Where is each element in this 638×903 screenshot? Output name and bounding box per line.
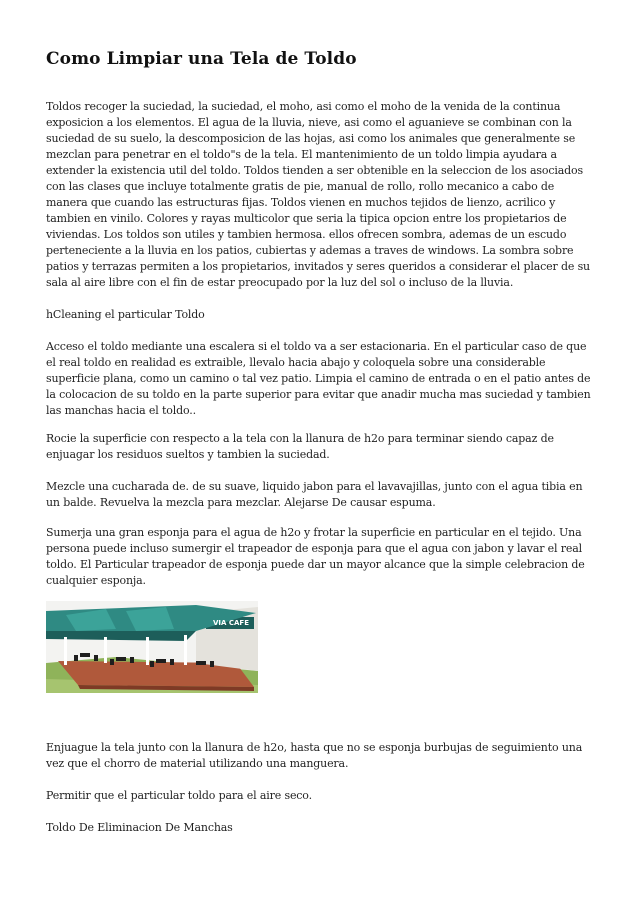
section-heading-cleaning: hCleaning el particular Toldo: [46, 308, 205, 321]
paragraph-mix-soap: Mezcle una cucharada de. de su suave, liquido jabon para el lavavajillas, junto con el agua tibia en un balde. Revuelva la mezcla para mezclar. Alejarse De causar espuma.: [46, 480, 583, 509]
paragraph-intro: Toldos recoger la suciedad, la suciedad, el moho, asi como el moho de la venida de la continua exposicion a los elementos. El agua de la lluvia, nieve, asi como el aguanieve se combinan con la suciedad de su suelo, la descomposicion de las hojas, asi como los animales que generalmente se mezclan para penetrar en el toldo"s de la tela. El mantenimiento de un toldo limpia ayudara a extender la existencia util del toldo. Toldos tienden a ser obtenible en la seleccion de los asociados con las clases que incluye totalmente gratis de pie, manual de rollo, rollo mecanico a cabo de manera que cuando las estructuras fijas. Toldos vienen en muchos tejidos de lienzo, acrilico y tambien en vinilo. Colores y rayas multicolor que seria la tipica opcion entre los propietarios de viviendas. Los toldos son utiles y tambien hermosa. ellos ofrecen sombra, ademas de un escudo perteneciente a la lluvia en los patios, cubiertas y ademas a traves de windows. La sombra sobre patios y terrazas permiten a los propietarios, invitados y seres queridos a considerar el placer de su sala al aire libre con el fin de estar preocupado por la luz del sol o incluso de la lluvia.: [46, 100, 590, 289]
paragraph-rinse-hose: Enjuague la tela junto con la llanura de h2o, hasta que no se esponja burbujas de seguimiento una vez que el chorro de material utilizando una manguera.: [46, 741, 583, 770]
cafe-sign-text: VIA CAFE: [213, 619, 249, 627]
paragraph-rinse-surface: Rocie la superficie con respecto a la tela con la llanura de h2o para terminar siendo capaz de enjuagar los residuos sueltos y tambien la suciedad.: [46, 432, 554, 461]
section-heading-stain-removal: Toldo De Eliminacion De Manchas: [46, 821, 233, 834]
paragraph-sponge: Sumerja una gran esponja para el agua de h2o y frotar la superficie en particular en el tejido. Una persona puede incluso sumergir el trapeador de esponja para que el agua con jabon y lavar el real toldo. El Particular trapeador de esponja puede dar un mayor alcance que la simple celebracion de cualquier esponja.: [46, 526, 585, 587]
paragraph-access: Acceso el toldo mediante una escalera si el toldo va a ser estacionaria. En el particular caso de que el real toldo en realidad es extraible, llevalo hacia abajo y coloquela sobre una considerable superficie plana, como un camino o tal vez patio. Limpia el camino de entrada o en el patio antes de la colocacion de su toldo en la parte superior para evitar que anadir mucha mas suciedad y tambien las manchas hacia el toldo..: [46, 340, 591, 417]
page-title: Como Limpiar una Tela de Toldo: [46, 49, 357, 69]
awning-cafe-image: [46, 601, 258, 693]
paragraph-air-dry: Permitir que el particular toldo para el aire seco.: [46, 789, 312, 802]
